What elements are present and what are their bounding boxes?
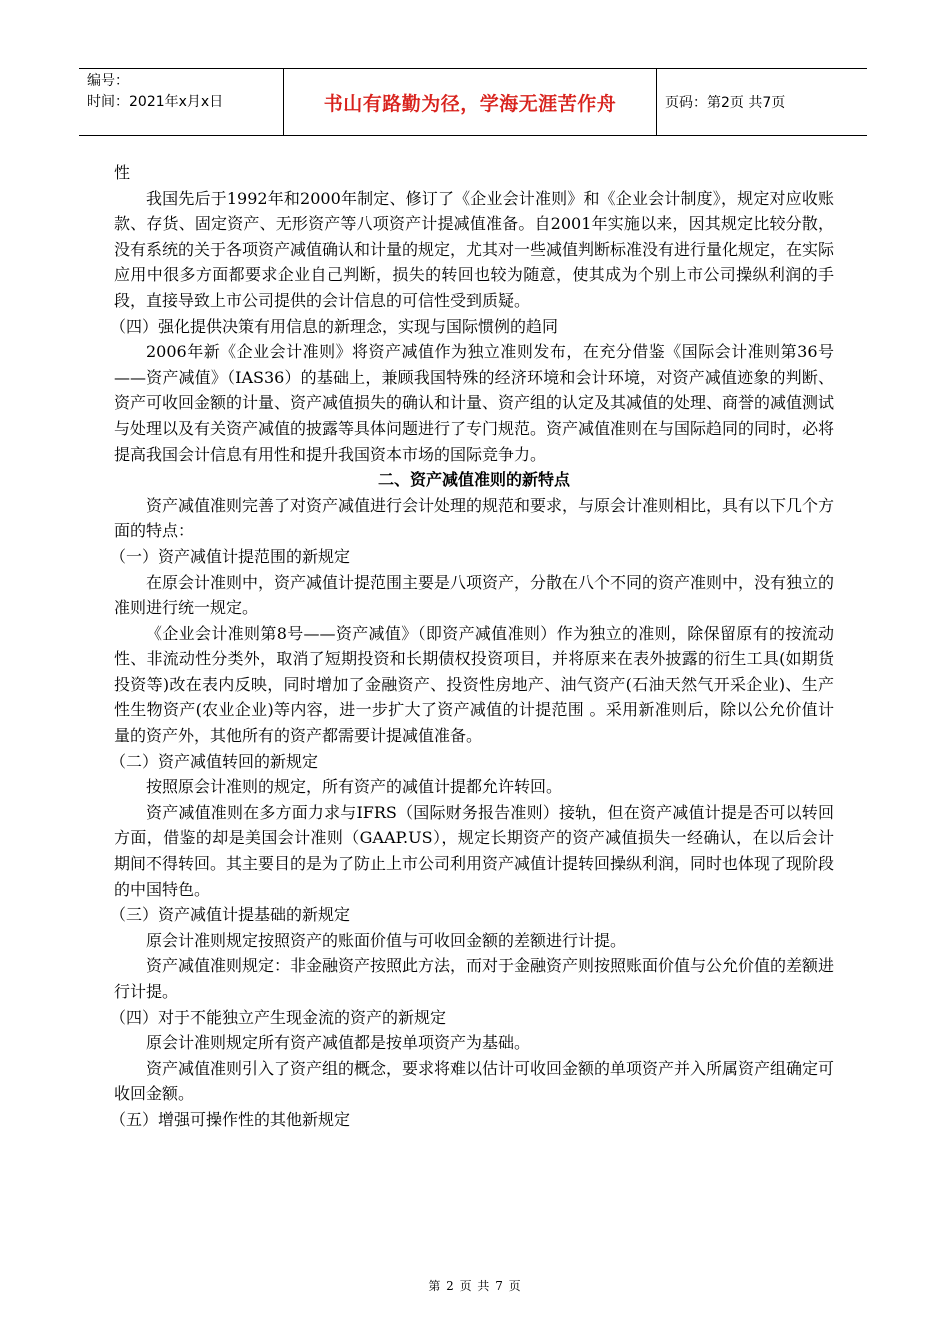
document-body bbox=[110, 160, 835, 1133]
paragraph: 资产减值准则完善了对资产减值进行会计处理的规范和要求，与原会计准则相比，具有以下几个方面的特点： bbox=[114, 495, 835, 541]
paragraph: 按照原会计准则的规定，所有资产的减值计提都允许转回。 bbox=[146, 777, 563, 797]
paragraph: 原会计准则规定按照资产的账面价值与可收回金额的差额进行计提。 bbox=[146, 930, 627, 950]
subheading: （四）强化提供决策有用信息的新理念，实现与国际惯例的趋同 bbox=[110, 316, 559, 336]
paragraph: 性 bbox=[114, 163, 131, 182]
section-heading: 二、资产减值准则的新特点 bbox=[377, 470, 570, 490]
paragraph: 原会计准则规定所有资产减值都是按单项资产为基础。 bbox=[146, 1033, 531, 1053]
paragraph: 资产减值准则引入了资产组的概念，要求将难以估计可收回金额的单项资产并入所属资产组确定可收回金额。 bbox=[114, 1058, 835, 1104]
document-time-label: 时间：2021年x月x日 bbox=[87, 94, 224, 110]
paragraph: 在原会计准则中，资产减值计提范围主要是八项资产，分散在八个不同的资产准则中，没有独立的准则进行统一规定。 bbox=[114, 572, 835, 618]
subheading: （二）资产减值转回的新规定 bbox=[110, 751, 319, 771]
page-header bbox=[79, 68, 867, 136]
paragraph: 我国先后于1992年和2000年制定、修订了《企业会计准则》和《企业会计制度》，规定对应收账款、存货、固定资产、无形资产等八项资产计提减值准备。自2001年实施以来，因其规定比较分散，没有系统的关于各项资产减值确认和计量的规定，尤其对一些减值判断标准没有进行量化规定，在实际应用中很多方面都要求企业自己判断，损失的转回也较为随意，使其成为个别上市公司操纵利润的手段，直接导致上市公司提供的会计信息的可信性受到质疑。 bbox=[114, 188, 835, 310]
subheading: （一）资产减值计提范围的新规定 bbox=[110, 546, 351, 566]
subheading: （三）资产减值计提基础的新规定 bbox=[110, 905, 351, 925]
subheading: （五）增强可操作性的其他新规定 bbox=[110, 1109, 351, 1129]
subheading: （四）对于不能独立产生现金流的资产的新规定 bbox=[110, 1007, 447, 1027]
paragraph: 2006年新《企业会计准则》将资产减值作为独立准则发布，在充分借鉴《国际会计准则第36号——资产减值》（IAS36）的基础上，兼顾我国特殊的经济环境和会计环境，对资产减值迹象的判断、资产可收回金额的计量、资产减值损失的确认和计量、资产组的认定及其减值的处理、商誉的减值测试与处理以及有关资产减值的披露等具体问题进行了专门规范。资产减值准则在与国际趋同的同时，必将提高我国会计信息有用性和提升我国资本市场的国际竞争力。 bbox=[114, 342, 835, 464]
paragraph: 《企业会计准则第8号——资产减值》（即资产减值准则）作为独立的准则，除保留原有的按流动性、非流动性分类外，取消了短期投资和长期债权投资项目，并将原来在表外披露的衍生工具(如期货投资等)改在表内反映，同时增加了金融资产、投资性房地产、油气资产(石油天然气开采企业)、生产性生物资产(农业企业)等内容，进一步扩大了资产减值的计提范围 。采用新准则后，除以公允价值计量的资产外，其他所有的资产都需要计提减值准备。 bbox=[114, 623, 834, 746]
header-page-info: 页码：第2页 共7页 bbox=[665, 95, 786, 111]
header-left-cell bbox=[79, 69, 283, 135]
paragraph: 资产减值准则在多方面力求与IFRS（国际财务报告准则）接轨，但在资产减值计提是否可以转回方面，借鉴的却是美国会计准则（GAAP.US），规定长期资产的资产减值损失一经确认，在以后会计期间不得转回。其主要目的是为了防止上市公司利用资产减值计提转回操纵利润，同时也体现了现阶段的中国特色。 bbox=[114, 802, 835, 899]
paragraph: 资产减值准则规定：非金融资产按照此方法，而对于金融资产则按照账面价值与公允价值的差额进行计提。 bbox=[114, 956, 835, 1001]
document-number-label: 编号： bbox=[87, 73, 129, 89]
page-footer: 第 2 页 共 7 页 bbox=[428, 1279, 522, 1293]
header-motto: 书山有路勤为径，学海无涯苦作舟 bbox=[283, 69, 657, 135]
